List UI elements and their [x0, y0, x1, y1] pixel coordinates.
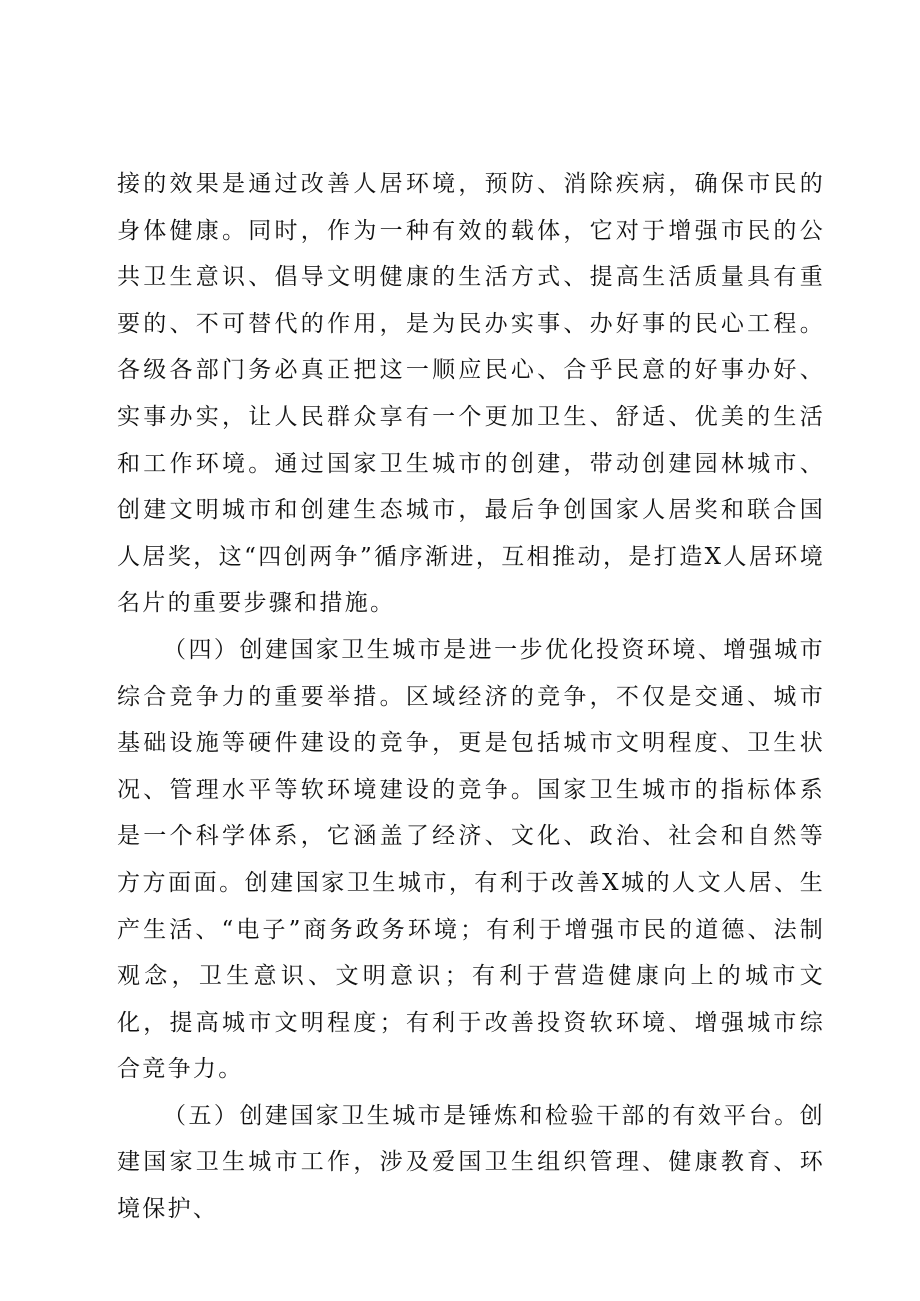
paragraph-2: （四）创建国家卫生城市是进一步优化投资环境、增强城市综合竞争力的重要举措。区域经济的竞争，不仅是交通、城市基础设施等硬件建设的竞争，更是包括城市文明程度、卫生状况、管理水平等软环境建设的竞争。国家卫生城市的指标体系是一个科学体系，它涵盖了经济、文化、政治、社会和自然等方方面面。创建国家卫生城市，有利于改善X城的人文人居、生产生活、“电子”商务政务环境；有利于增强市民的道德、法制观念，卫生意识、文明意识；有利于营造健康向上的城市文化，提高城市文明程度；有利于改善投资软环境、增强城市综合竞争力。 [117, 636, 825, 1083]
paragraph-3: （五）创建国家卫生城市是锤炼和检验干部的有效平台。创建国家卫生城市工作，涉及爱国卫生组织管理、健康教育、环境保护、 [117, 1102, 825, 1223]
paragraph-1: 接的效果是通过改善人居环境，预防、消除疾病，确保市民的身体健康。同时，作为一种有效的载体，它对于增强市民的公共卫生意识、倡导文明健康的生活方式、提高生活质量具有重要的、不可替代的作用，是为民办实事、办好事的民心工程。各级各部门务必真正把这一顺应民心、合乎民意的好事办好、实事办实，让人民群众享有一个更加卫生、舒适、优美的生活和工作环境。通过国家卫生城市的创建，带动创建园林城市、创建文明城市和创建生态城市，最后争创国家人居奖和联合国人居奖，这“四创两争”循序渐进，互相推动，是打造X人居环境名片的重要步骤和措施。 [117, 171, 825, 617]
document-body [117, 161, 825, 1233]
